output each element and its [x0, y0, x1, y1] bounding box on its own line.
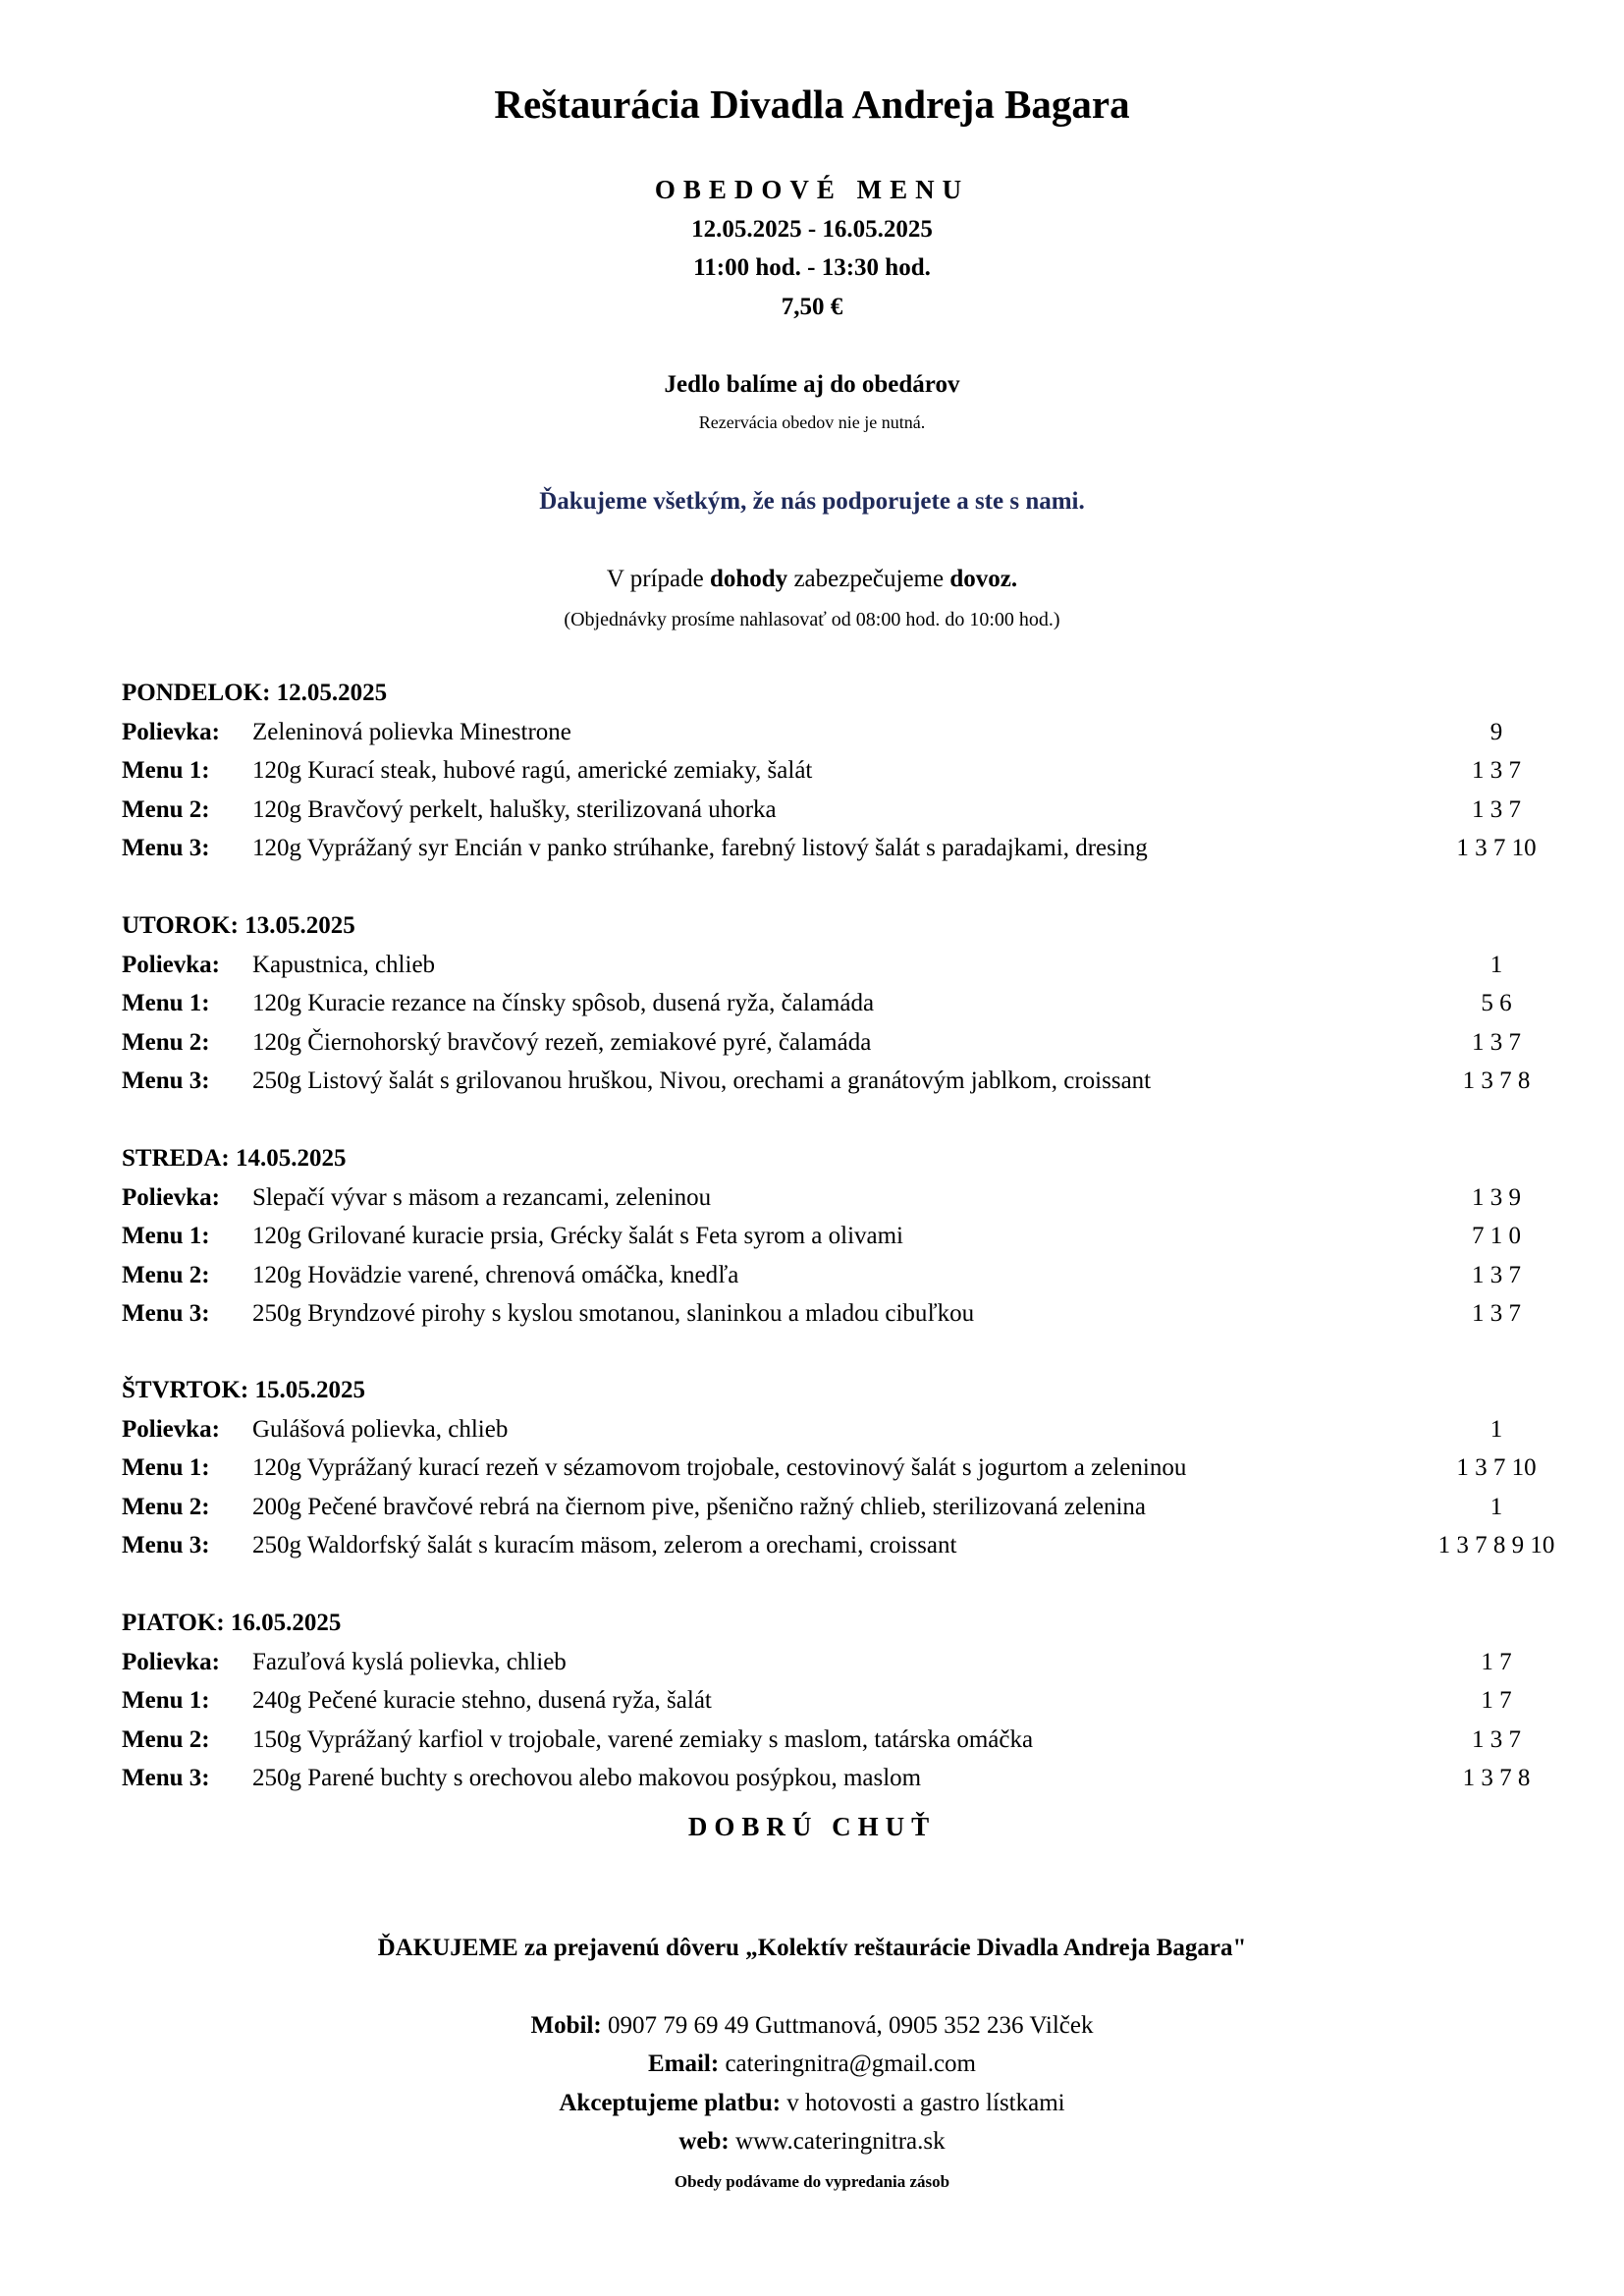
serving-hours: 11:00 hod. - 13:30 hod. — [693, 254, 931, 281]
dish-name: 240g Pečené kuracie stehno, dusená ryža, šalát — [252, 1687, 712, 1715]
dish-name: Gulášová polievka, chlieb — [252, 1416, 509, 1443]
allergens: 1 3 7 — [1472, 757, 1521, 785]
allergens: 1 3 7 — [1472, 1300, 1521, 1328]
menu-row — [122, 1410, 1536, 1449]
payment-value: v hotovosti a gastro lístkami — [781, 2090, 1065, 2116]
email-label: Email: — [647, 2050, 720, 2077]
menu-row — [122, 1721, 1536, 1759]
menu-row — [122, 946, 1536, 984]
day-title: UTOROK: 13.05.2025 — [122, 912, 355, 939]
allergens: 1 3 7 8 — [1462, 1067, 1531, 1095]
allergens: 1 7 — [1481, 1687, 1512, 1715]
day-section-thursday — [122, 1371, 1555, 1565]
dish-name: Zeleninová polievka Minestrone — [252, 719, 571, 745]
dish-name: 250g Listový šalát s grilovanou hruškou, Nivou, orechami a granátovým jablkom, croissant — [252, 1067, 1152, 1095]
mobile-value: 0907 79 69 49 Guttmanová, 0905 352 236 Vilček — [601, 2012, 1094, 2039]
contact-mobile — [0, 2012, 1624, 2040]
menu-price: 7,50 € — [781, 294, 843, 320]
dish-name: Kapustnica, chlieb — [252, 952, 436, 978]
menu-row — [122, 1759, 1536, 1797]
row-label: Menu 3: — [122, 1067, 210, 1095]
menu-row — [122, 1488, 1536, 1526]
row-label: Polievka: — [122, 1649, 220, 1675]
menu-row — [122, 713, 1536, 751]
day-title: STREDA: 14.05.2025 — [122, 1145, 347, 1172]
dish-name: 120g Bravčový perkelt, halušky, sterilizovaná uhorka — [252, 795, 777, 823]
allergens: 1 3 7 — [1472, 795, 1521, 823]
menu-row — [122, 751, 1536, 790]
delivery-bold-2: dovoz. — [949, 566, 1018, 592]
allergens: 1 3 7 10 — [1456, 1454, 1537, 1482]
good-appetite: DOBRÚ CHUŤ — [687, 1812, 937, 1841]
allergens: 1 — [1489, 952, 1503, 978]
allergens: 5 6 — [1481, 990, 1512, 1017]
menu-row — [122, 1217, 1536, 1255]
dish-name: Slepačí vývar s mäsom a rezancami, zeleninou — [252, 1184, 712, 1211]
allergens: 9 — [1489, 719, 1503, 745]
dish-name: 250g Bryndzové pirohy s kyslou smotanou, slaninkou a mladou cibuľkou — [252, 1300, 975, 1328]
row-label: Menu 1: — [122, 990, 210, 1017]
menu-row — [122, 1526, 1555, 1564]
dish-name: 120g Čiernohorský bravčový rezeň, zemiakové pyré, čalamáda — [252, 1028, 872, 1056]
menu-row — [122, 1256, 1536, 1294]
row-label: Menu 3: — [122, 1532, 210, 1559]
delivery-text-1: V prípade — [606, 566, 710, 592]
dish-name: 250g Waldorfský šalát s kuracím mäsom, zelerom a orechami, croissant — [252, 1532, 957, 1559]
dish-name: 120g Grilované kuracie prsia, Grécky šalát s Feta syrom a olivami — [252, 1223, 904, 1250]
menu-row — [122, 791, 1536, 829]
date-range: 12.05.2025 - 16.05.2025 — [691, 216, 933, 243]
delivery-text-2: zabezpečujeme — [787, 566, 950, 592]
dish-name: 120g Hovädzie varené, chrenová omáčka, knedľa — [252, 1261, 739, 1288]
allergens: 1 3 7 — [1472, 1261, 1521, 1288]
row-label: Menu 1: — [122, 1223, 210, 1250]
allergens: 1 — [1489, 1493, 1503, 1520]
menu-row — [122, 1062, 1536, 1100]
allergens: 1 7 — [1481, 1649, 1512, 1675]
row-label: Polievka: — [122, 952, 220, 978]
row-label: Menu 2: — [122, 1725, 210, 1753]
day-section-tuesday — [122, 906, 1536, 1101]
day-section-wednesday — [122, 1139, 1536, 1334]
delivery-note — [0, 566, 1624, 593]
dish-name: 120g Vyprážaný kurací rezeň v sézamovom trojobale, cestovinový šalát s jogurtom a zeleninou — [252, 1454, 1187, 1482]
row-label: Menu 1: — [122, 1454, 210, 1482]
row-label: Menu 2: — [122, 1261, 210, 1288]
dish-name: 250g Parené buchty s orechovou alebo makovou posýpkou, maslom — [252, 1765, 922, 1792]
allergens: 1 3 7 8 — [1462, 1765, 1531, 1792]
contact-email — [0, 2050, 1624, 2078]
dish-name: 120g Kuracie rezance na čínsky spôsob, dusená ryža, čalamáda — [252, 990, 875, 1017]
day-title: PONDELOK: 12.05.2025 — [122, 680, 388, 706]
row-label: Menu 2: — [122, 1028, 210, 1056]
row-label: Polievka: — [122, 1416, 220, 1443]
allergens: 1 — [1489, 1416, 1503, 1443]
row-label: Menu 3: — [122, 835, 210, 862]
allergens: 1 3 7 10 — [1456, 835, 1537, 862]
dish-name: 120g Vyprážaný syr Encián v panko strúhanke, farebný listový šalát s paradajkami, dresing — [252, 835, 1148, 862]
mobile-label: Mobil: — [530, 2012, 602, 2039]
row-label: Menu 3: — [122, 1765, 210, 1792]
reservation-note: Rezervácia obedov nie je nutná. — [698, 412, 926, 432]
footer-note: Obedy podávame do vypredania zásob — [674, 2172, 950, 2191]
menu-row — [122, 1681, 1536, 1720]
menu-row — [122, 984, 1536, 1022]
row-label: Polievka: — [122, 1184, 220, 1211]
day-section-friday — [122, 1604, 1536, 1798]
takeaway-note: Jedlo balíme aj do obedárov — [664, 371, 960, 398]
menu-heading: OBEDOVÉ MENU — [654, 175, 970, 204]
allergens: 1 3 9 — [1472, 1184, 1521, 1211]
row-label: Menu 1: — [122, 757, 210, 785]
email-value: cateringnitra@gmail.com — [719, 2050, 977, 2077]
contact-web — [0, 2128, 1624, 2156]
day-title: PIATOK: 16.05.2025 — [122, 1610, 342, 1636]
row-label: Menu 1: — [122, 1687, 210, 1715]
thanks-bold: ĎAKUJEME — [377, 1935, 518, 1961]
allergens: 1 3 7 — [1472, 1725, 1521, 1753]
allergens: 1 3 7 — [1472, 1028, 1521, 1056]
menu-row — [122, 1023, 1536, 1062]
order-hours-note: (Objednávky prosíme nahlasovať od 08:00 hod. do 10:00 hod.) — [564, 609, 1060, 630]
thanks-message: Ďakujeme všetkým, že nás podporujete a ste s nami. — [539, 488, 1085, 515]
row-label: Menu 2: — [122, 795, 210, 823]
allergens: 1 3 7 8 9 10 — [1437, 1532, 1555, 1559]
row-label: Polievka: — [122, 719, 220, 745]
restaurant-title: Reštaurácia Divadla Andreja Bagara — [494, 82, 1130, 127]
web-value: www.cateringnitra.sk — [729, 2128, 946, 2155]
thanks-rest: za prejavenú dôveru „Kolektív reštaurácie Divadla Andreja Bagara" — [517, 1935, 1247, 1961]
dish-name: 150g Vyprážaný karfiol v trojobale, varené zemiaky s maslom, tatárska omáčka — [252, 1725, 1034, 1753]
allergens: 7 1 0 — [1472, 1223, 1521, 1250]
row-label: Menu 3: — [122, 1300, 210, 1328]
menu-row — [122, 1294, 1536, 1333]
payment-methods — [0, 2090, 1624, 2117]
menu-row — [122, 1643, 1536, 1681]
dish-name: Fazuľová kyslá polievka, chlieb — [252, 1649, 567, 1675]
menu-row — [122, 1178, 1536, 1217]
row-label: Menu 2: — [122, 1493, 210, 1520]
delivery-bold-1: dohody — [709, 566, 788, 592]
day-title: ŠTVRTOK: 15.05.2025 — [122, 1377, 365, 1403]
menu-row — [122, 1449, 1536, 1487]
thanks-for-trust — [0, 1935, 1624, 1962]
menu-row — [122, 829, 1536, 867]
dish-name: 120g Kurací steak, hubové ragú, americké zemiaky, šalát — [252, 757, 813, 785]
dish-name: 200g Pečené bravčové rebrá na čiernom pive, pšenično ražný chlieb, sterilizovaná zelenina — [252, 1493, 1147, 1520]
payment-label: Akceptujeme platbu: — [559, 2090, 782, 2116]
web-label: web: — [678, 2128, 730, 2155]
day-section-monday — [122, 674, 1536, 868]
